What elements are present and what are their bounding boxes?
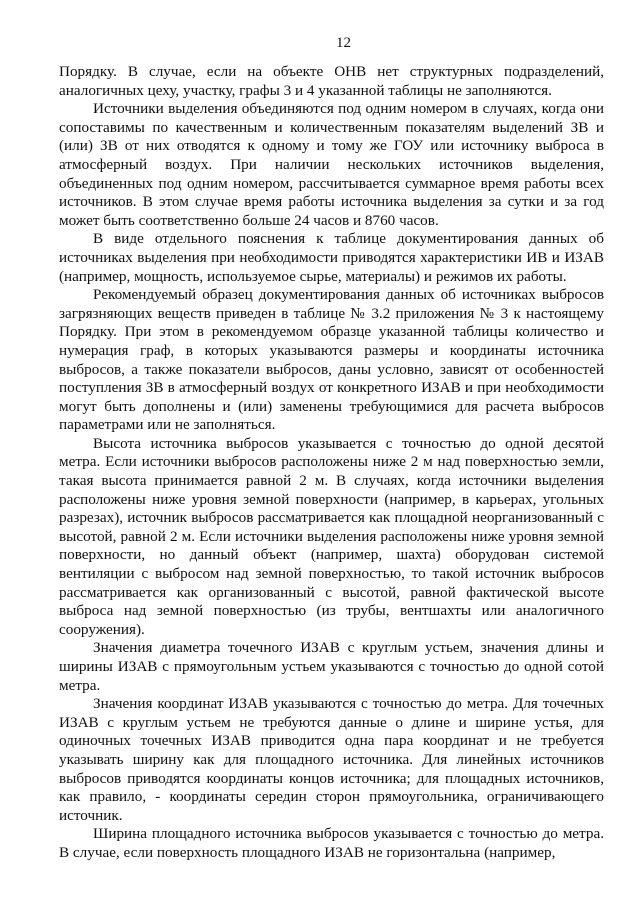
paragraph-8: Ширина площадного источника выбросов указывается с точностью до метра. В случае, если поверхность площадного ИЗАВ не горизонтальна (например, [59,825,604,861]
paragraph-4: Рекомендуемый образец документирования данных об источниках выбросов загрязняющих веществ приведен в таблице № 3.2 приложения № 3 к настоящему Порядку. При этом в рекомендуемом образце указанной таблицы количество и нумерация граф, в которых указываются размеры и координаты источника выбросов, а также показатели выбросов, даны условно, зависят от особенностей поступления ЗВ в атмосферный воздух от конкретного ИЗАВ и при необходимости могут быть дополнены и (или) заменены требующимися для расчета выбросов параметрами или не заполняться. [59,286,604,434]
paragraph-7: Значения координат ИЗАВ указываются с точностью до метра. Для точечных ИЗАВ с круглым устьем не требуются данные о длине и ширине устья, для одиночных точечных ИЗАВ приводится одна пара координат и не требуется указывать ширину как для площадного источника. Для линейных источников выбросов приводятся координаты концов источника; для площадных источников, как правило, - координаты середин сторон прямоугольника, ограничивающего источник. [59,695,604,824]
page-number: 12 [336,35,351,51]
paragraph-1: Порядку. В случае, если на объекте ОНВ нет структурных подразделений, аналогичных цеху, участку, графы 3 и 4 указанной таблицы не заполняются. [59,63,604,99]
paragraph-2: Источники выделения объединяются под одним номером в случаях, когда они сопоставимы по качественным и количественным показателям выделений ЗВ и (или) ЗВ от них отводятся к одному и тому же ГОУ или источнику выброса в атмосферный воздух. При наличии нескольких источников выделения, объединенных под одним номером, рассчитывается суммарное время работы всех источников. В этом случае время работы источника выделения за сутки и за год может быть соответственно больше 24 часов и 8760 часов. [59,100,604,229]
paragraph-3: В виде отдельного пояснения к таблице документирования данных об источниках выделения при необходимости приводятся характеристики ИВ и ИЗАВ (например, мощность, используемое сырье, материалы) и режимов их работы. [59,230,604,285]
paragraph-6: Значения диаметра точечного ИЗАВ с круглым устьем, значения длины и ширины ИЗАВ с прямоугольным устьем указываются с точностью до одной сотой метра. [59,639,604,694]
paragraph-5: Высота источника выбросов указывается с точностью до одной десятой метра. Если источники выбросов расположены ниже 2 м над поверхностью земли, такая высота принимается равной 2 м. В случаях, когда источники выделения расположены ниже уровня земной поверхности (например, в карьерах, угольных разрезах), источник выбросов рассматривается как площадной неорганизованный с высотой, равной 2 м. Если источники выделения расположены ниже уровня земной поверхности, но данный объект (например, шахта) оборудован системой вентиляции с выбросом над земной поверхностью, то такой источник выбросов рассматривается как организованный с высотой, равной фактической высоте выброса над земной поверхностью (из трубы, вентшахты или аналогичного сооружения). [59,434,604,638]
